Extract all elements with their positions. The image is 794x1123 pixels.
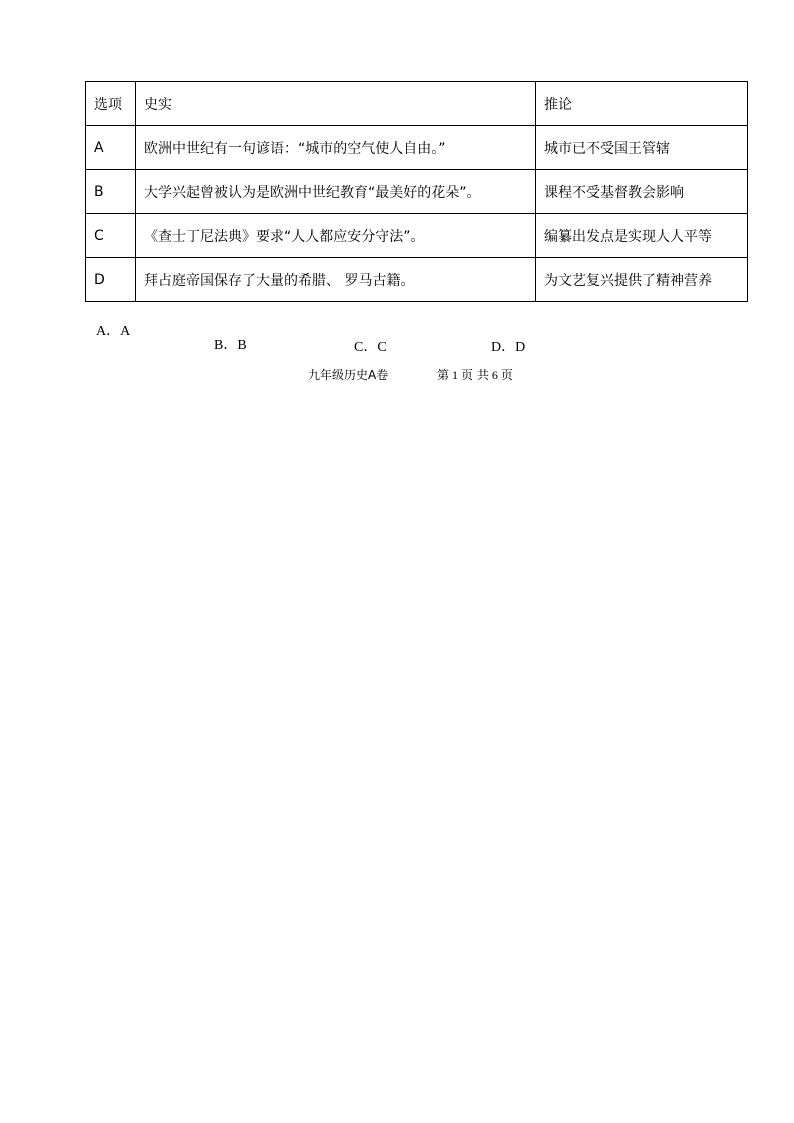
page-suffix: 页 xyxy=(500,368,513,382)
option-cell: A xyxy=(86,126,136,170)
option-cell: B xyxy=(86,170,136,214)
column-header-option: 选项 xyxy=(86,82,136,126)
table-row xyxy=(86,170,748,214)
fact-cell: 《查士丁尼法典》要求“人人都应安分守法”。 xyxy=(136,214,536,258)
table-row xyxy=(86,258,748,302)
inference-cell: 编纂出发点是实现人人平等 xyxy=(536,214,748,258)
page-current: 1 xyxy=(452,368,459,382)
footer-exam-title: 九年级历史A卷 xyxy=(308,368,389,382)
question-table xyxy=(85,81,748,302)
page-prefix: 第 xyxy=(437,368,450,382)
table-row xyxy=(86,214,748,258)
answer-choice-c: C．C xyxy=(354,340,387,355)
inference-cell: 城市已不受国王管辖 xyxy=(536,126,748,170)
fact-cell: 欧洲中世纪有一句谚语：“城市的空气使人自由。” xyxy=(136,126,536,170)
inference-cell: 为文艺复兴提供了精神营养 xyxy=(536,258,748,302)
table-row xyxy=(86,126,748,170)
column-header-inference: 推论 xyxy=(536,82,748,126)
option-cell: C xyxy=(86,214,136,258)
column-header-fact: 史实 xyxy=(136,82,536,126)
option-cell: D xyxy=(86,258,136,302)
inference-cell: 课程不受基督教会影响 xyxy=(536,170,748,214)
answer-choice-a: A．A xyxy=(96,324,131,339)
answer-choice-d: D．D xyxy=(491,340,526,355)
page-total: 6 xyxy=(491,368,498,382)
fact-cell: 大学兴起曾被认为是欧洲中世纪教育“最美好的花朵”。 xyxy=(136,170,536,214)
footer-page-number xyxy=(437,366,513,383)
fact-cell: 拜占庭帝国保存了大量的希腊、 罗马古籍。 xyxy=(136,258,536,302)
page-mid: 页 共 xyxy=(461,368,489,382)
answer-choice-b: B．B xyxy=(214,338,247,353)
table-header-row xyxy=(86,82,748,126)
